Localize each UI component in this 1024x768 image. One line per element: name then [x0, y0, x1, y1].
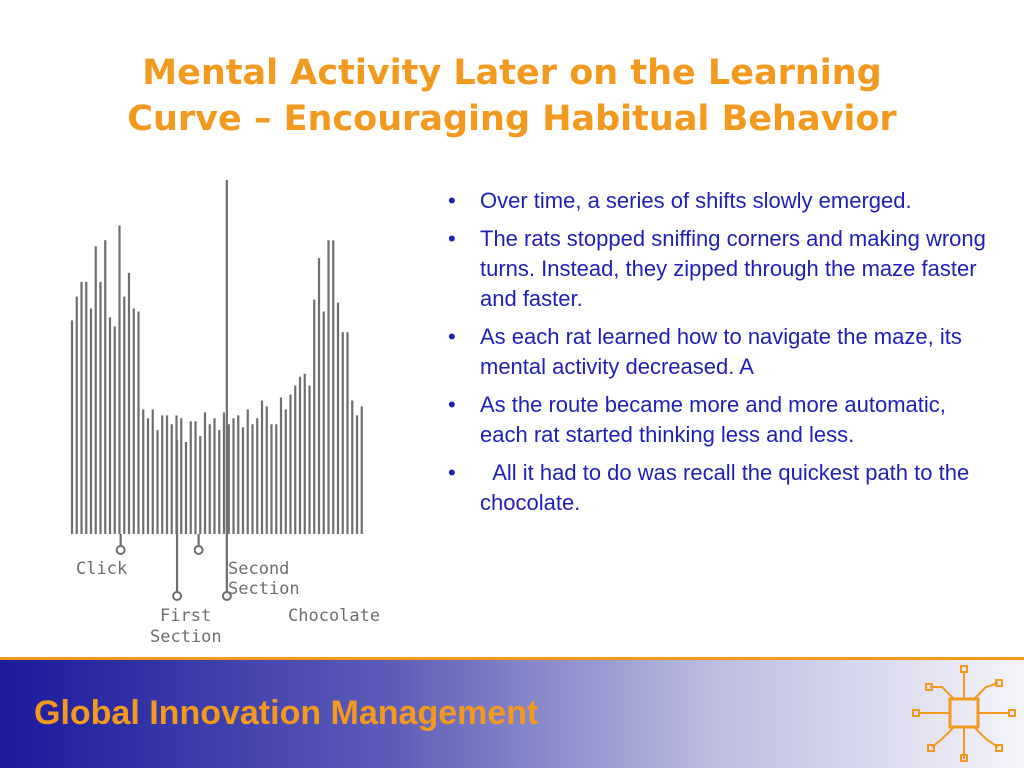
brain-activity-figure: [60, 170, 400, 660]
bullet-list: [440, 186, 990, 526]
footer-banner: [0, 657, 1024, 768]
footer-divider: [0, 657, 1024, 660]
slide-title-line-1: Mental Activity Later on the Learning: [142, 53, 882, 93]
bullet-item-4: [440, 390, 990, 450]
bullet-marker: •: [448, 460, 456, 485]
bullet-marker: •: [448, 324, 456, 349]
click-marker: [117, 534, 125, 554]
bullet-marker: •: [448, 226, 456, 251]
bullet-marker: •: [448, 188, 456, 213]
activity-bars: [72, 225, 362, 534]
circuit-chip-logo-icon: [906, 663, 1018, 765]
second-section-label: [228, 559, 300, 599]
second-section-marker: [195, 534, 203, 554]
first-section-marker: [173, 440, 181, 600]
first-section-label: [150, 606, 222, 647]
first-section-label-line-1: First: [160, 606, 212, 626]
slide-title: [40, 50, 984, 142]
second-section-label-line-2: Section: [228, 579, 300, 599]
bullet-item-2: [440, 224, 990, 314]
bullet-text: As each rat learned how to navigate the maze, its mental activity decreased. A: [480, 324, 962, 379]
click-label: Click: [76, 559, 128, 579]
footer-title: Global Innovation Management: [34, 694, 539, 732]
bullet-item-5: [440, 458, 990, 518]
second-section-label-line-1: Second: [228, 559, 290, 579]
first-section-label-line-2: Section: [150, 627, 222, 647]
chocolate-marker: [223, 180, 231, 600]
brain-activity-chart: [60, 170, 400, 660]
bullet-text: The rats stopped sniffing corners and making wrong turns. Instead, they zipped through the maze faster and faster.: [480, 226, 986, 311]
bullet-text: As the route became more and more automatic, each rat started thinking less and less.: [480, 392, 946, 447]
slide-title-line-2: Curve – Encouraging Habitual Behavior: [127, 99, 897, 139]
bullet-marker: •: [448, 392, 456, 417]
bullet-text: All it had to do was recall the quickest path to the chocolate.: [480, 460, 976, 515]
chocolate-label: Chocolate: [288, 606, 381, 626]
bullet-item-1: [440, 186, 990, 216]
bullet-text: Over time, a series of shifts slowly emerged.: [480, 188, 912, 213]
bullet-item-3: [440, 322, 990, 382]
